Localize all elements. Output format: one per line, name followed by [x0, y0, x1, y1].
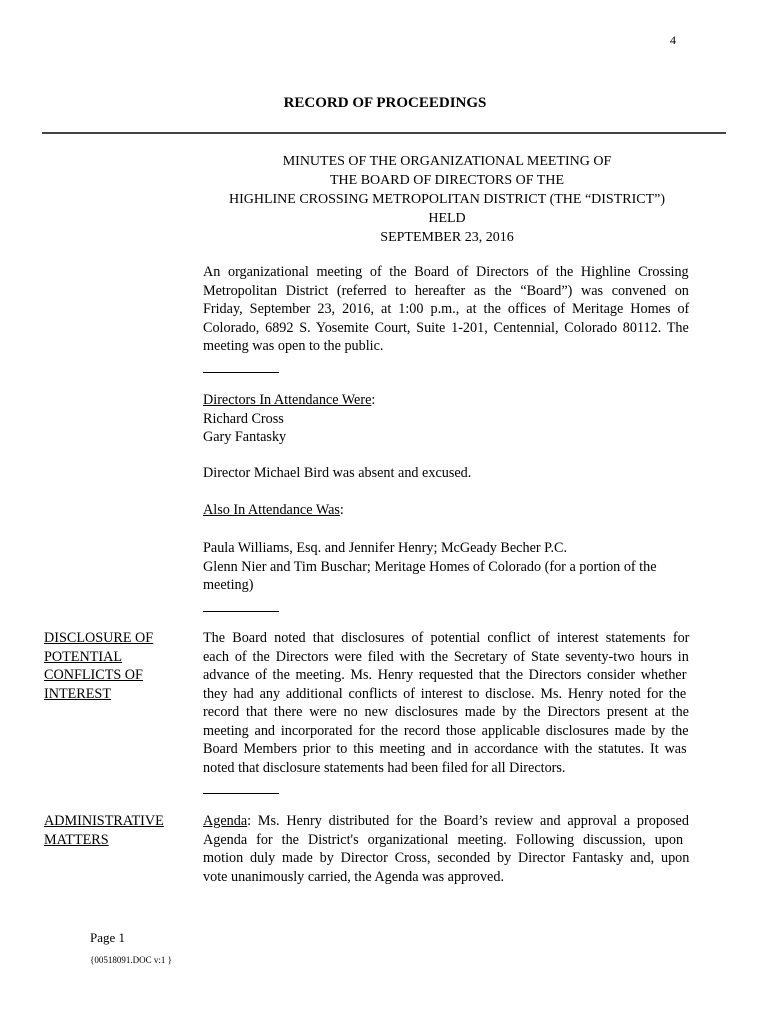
intro-line: Friday, September 23, 2016, at 1:00 p.m., at the offices of Meritage Homes of: [203, 301, 690, 317]
directors-section: [203, 391, 689, 447]
agenda-line: Agenda for the District's organizational meeting. Following discussion, upon: [203, 831, 684, 848]
administrative-side-heading: [44, 812, 194, 849]
disclosure-paragraph: [203, 629, 689, 777]
disclosure-line: Board Members prior to this meeting and in accordance with the statutes. It was: [203, 741, 687, 757]
disclosure-line: each of the Directors were filed with the Secretary of State seventy-two hours in: [203, 648, 689, 665]
side-heading-line: ADMINISTRATIVE: [44, 813, 164, 829]
heading-line: MINUTES OF THE ORGANIZATIONAL MEETING OF: [282, 154, 612, 169]
title-divider: [42, 132, 726, 134]
also-colon: :: [339, 502, 344, 518]
side-heading-line: MATTERS: [44, 831, 109, 848]
disclosure-line: record that there were no new disclosures made by the Directors present at the: [203, 704, 689, 720]
footer-doc-id: {00518091.DOC v:1 }: [90, 955, 172, 965]
disclosure-line: advance of the meeting. Ms. Henry requested that the Directors consider whether: [203, 667, 687, 683]
director-name: Gary Fantasky: [203, 429, 287, 445]
page-number: 4: [670, 33, 676, 47]
side-heading-line: POTENTIAL: [44, 648, 123, 665]
intro-line: An organizational meeting of the Board of Directors of the Highline Crossing: [203, 264, 689, 280]
absent-text: Director Michael Bird was absent and excused.: [203, 465, 472, 481]
also-label: Also In Attendance Was: [203, 502, 340, 518]
intro-paragraph: [203, 263, 689, 356]
attendee-line: Paula Williams, Esq. and Jennifer Henry; McGeady Becher P.C.: [203, 540, 568, 556]
disclosure-line: The Board noted that disclosures of potential conflict of interest statements for: [203, 630, 690, 646]
agenda-line-rest: : Ms. Henry distributed for the Board’s review and approval a proposed: [247, 813, 689, 829]
attendee-line: meeting): [203, 577, 254, 593]
document-title: RECORD OF PROCEEDINGS: [283, 95, 487, 111]
agenda-line: [203, 812, 689, 831]
agenda-line: motion duly made by Director Cross, seconded by Director Fantasky and, upon: [203, 850, 690, 866]
disclosure-line: noted that disclosure statements had been filed for all Directors.: [203, 759, 566, 776]
also-heading: [203, 501, 689, 520]
disclosure-line: they had any additional conflicts of interest to disclose. Ms. Henry noted for the: [203, 685, 687, 702]
heading-line: THE BOARD OF DIRECTORS OF THE: [329, 173, 564, 188]
intro-line: meeting was open to the public.: [203, 338, 384, 354]
intro-line: Metropolitan District (referred to hereafter as the “Board”) was convened on: [203, 282, 689, 299]
heading-line: HELD: [428, 211, 466, 226]
agenda-label: Agenda: [203, 813, 248, 829]
separator-line: [203, 793, 279, 794]
director-name: Richard Cross: [203, 410, 284, 427]
heading-line: HIGHLINE CROSSING METROPOLITAN DISTRICT (THE “DISTRICT”): [228, 192, 666, 207]
disclosure-line: meeting and incorporated for the record those applicable disclosures made by the: [203, 722, 689, 739]
side-heading-line: CONFLICTS OF: [44, 667, 143, 683]
intro-line: Colorado, 6892 S. Yosemite Court, Suite 1-201, Centennial, Colorado 80112. The: [203, 319, 689, 336]
side-heading-line: DISCLOSURE OF: [44, 630, 154, 646]
agenda-paragraph: [203, 812, 689, 886]
disclosure-side-heading: [44, 629, 194, 703]
absent-statement: [203, 464, 689, 483]
agenda-line: vote unanimously carried, the Agenda was approved.: [203, 868, 504, 885]
attendee-line: Glenn Nier and Tim Buschar; Meritage Homes of Colorado (for a portion of the: [203, 558, 657, 575]
separator-line: [203, 611, 279, 612]
directors-label: Directors In Attendance Were: [203, 392, 372, 408]
footer-page-label: Page 1: [90, 930, 126, 945]
also-attendees: [203, 539, 689, 595]
directors-heading: [203, 391, 689, 410]
directors-colon: :: [371, 392, 376, 408]
separator-line: [203, 372, 279, 373]
minutes-heading: [200, 152, 694, 247]
side-heading-line: INTEREST: [44, 685, 111, 702]
heading-line: SEPTEMBER 23, 2016: [380, 230, 514, 245]
